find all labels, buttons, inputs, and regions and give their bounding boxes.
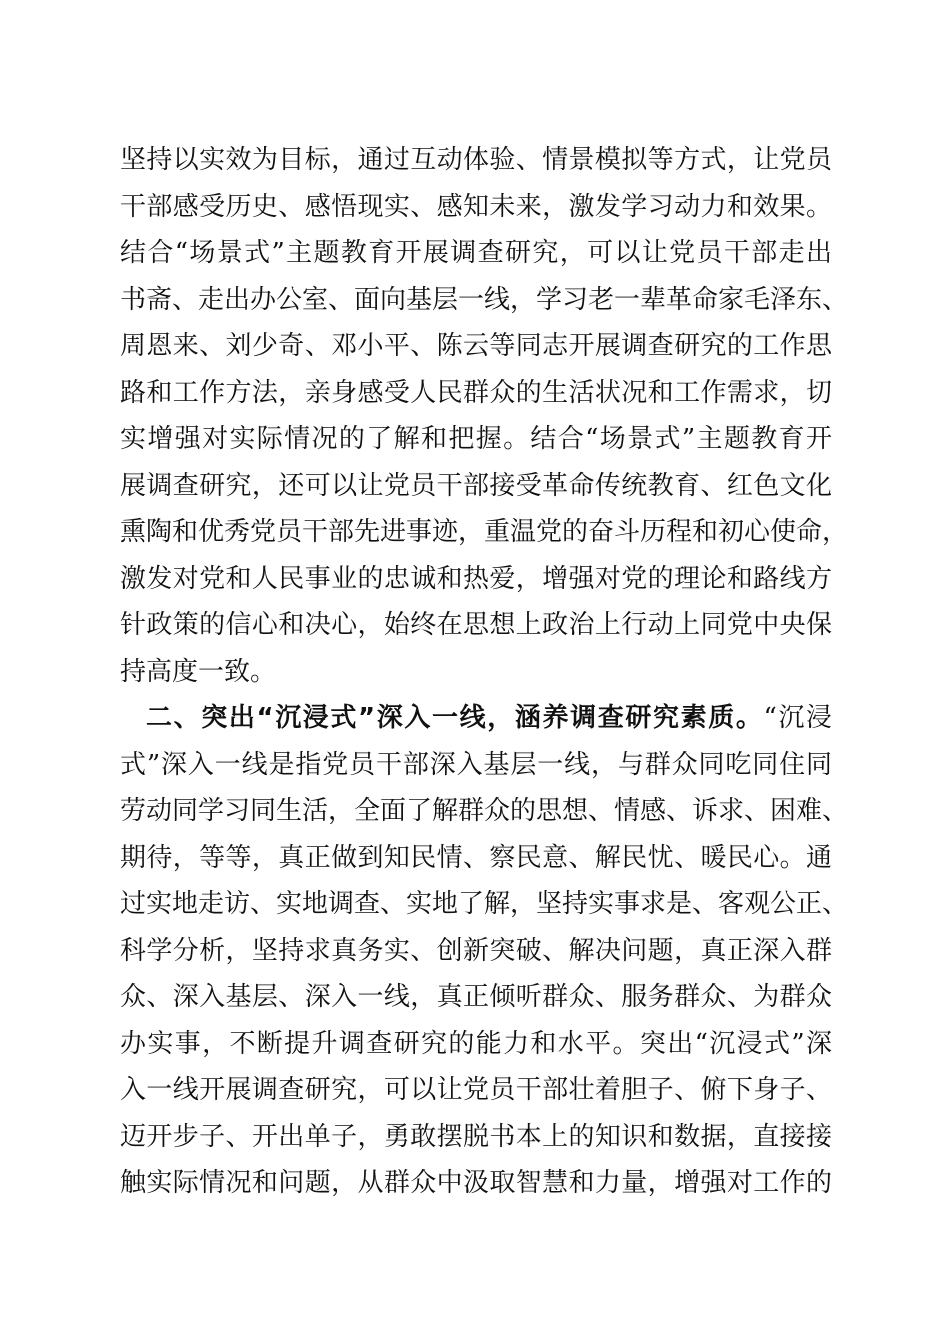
- text-line: 激发对党和人民事业的忠诚和热爱，增强对党的理论和路线方: [120, 564, 832, 594]
- text-line: 结合“场景式”主题教育开展调查研究，可以让党员干部走出: [120, 238, 832, 268]
- text-line: 坚持以实效为目标，通过互动体验、情景模拟等方式，让党员: [120, 145, 832, 175]
- text-line: 迈开步子、开出单子，勇敢摆脱书本上的知识和数据，直接接: [120, 1122, 832, 1152]
- text-line: 书斋、走出办公室、面向基层一线，学习老一辈革命家毛泽东、: [120, 285, 849, 315]
- text-line: 入一线开展调查研究，可以让党员干部壮着胆子、俯下身子、: [120, 1075, 832, 1105]
- text-line: 周恩来、刘少奇、邓小平、陈云等同志开展调查研究的工作思: [120, 331, 832, 361]
- text-line: 熏陶和优秀党员干部先进事迹，重温党的奋斗历程和初心使命，: [120, 517, 849, 547]
- text-line: 持高度一致。: [120, 657, 277, 687]
- section-heading: 二、突出“沉浸式”深入一线，涵养调查研究素质。: [146, 703, 764, 733]
- text-fragment: “沉浸: [763, 703, 832, 733]
- text-line: 办实事，不断提升调查研究的能力和水平。突出“沉浸式”深: [120, 1029, 832, 1059]
- text-line: 针政策的信心和决心，始终在思想上政治上行动上同党中央保: [120, 610, 832, 640]
- text-line: 实增强对实际情况的了解和把握。结合“场景式”主题教育开: [120, 424, 832, 454]
- text-line: 劳动同学习同生活，全面了解群众的思想、情感、诉求、困难、: [120, 796, 849, 826]
- text-line: 科学分析，坚持求真务实、创新突破、解决问题，真正深入群: [120, 936, 832, 966]
- text-line: 路和工作方法，亲身感受人民群众的生活状况和工作需求，切: [120, 378, 832, 408]
- text-line: 展调查研究，还可以让党员干部接受革命传统教育、红色文化: [120, 471, 832, 501]
- text-line: 过实地走访、实地调查、实地了解，坚持实事求是、客观公正、: [120, 889, 849, 919]
- heading-line: [146, 698, 832, 738]
- text-line: 众、深入基层、深入一线，真正倾听群众、服务群众、为群众: [120, 982, 832, 1012]
- text-line: 期待，等等，真正做到知民情、察民意、解民忧、暖民心。通: [120, 843, 832, 873]
- text-line: 式”深入一线是指党员干部深入基层一线，与群众同吃同住同: [120, 750, 832, 780]
- text-line: 干部感受历史、感悟现实、感知未来，激发学习动力和效果。: [120, 192, 832, 222]
- text-line: 触实际情况和问题，从群众中汲取智慧和力量，增强对工作的: [120, 1168, 832, 1198]
